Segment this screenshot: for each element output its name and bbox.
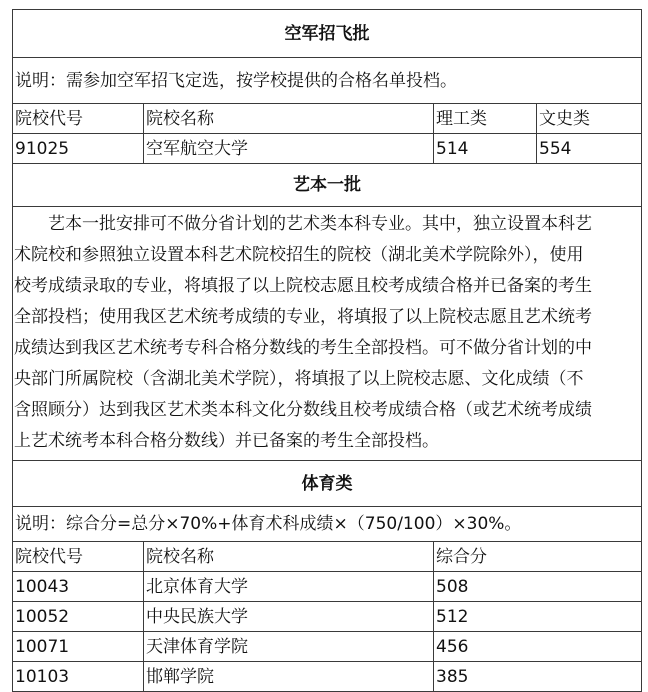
air-force-note: 说明：需参加空军招飞定选，按学校提供的合格名单投档。 — [13, 58, 642, 104]
art-paragraph-line: 成绩达到我区艺术统考专科合格分数线的考生全部投档。可不做分省计划的中 — [14, 338, 592, 358]
column-header-science: 理工类 — [434, 104, 537, 134]
art-paragraph-line: 校考成绩录取的专业，将填报了以上院校志愿且校考成绩合格并已备案的考生 — [14, 276, 592, 296]
art-paragraph-line: 含照顾分）达到我区艺术类本科文化分数线且校考成绩合格（或艺术统考成绩 — [14, 400, 592, 420]
section-header-row — [13, 461, 642, 507]
column-header-name: 院校名称 — [144, 542, 434, 572]
art-paragraph-line: 上艺术统考本科合格分数线）并已备案的考生全部投档。 — [14, 431, 439, 451]
section-title-sports: 体育类 — [13, 461, 642, 507]
table-row — [13, 602, 642, 632]
column-header-name: 院校名称 — [144, 104, 434, 134]
table-row — [13, 572, 642, 602]
table-row — [13, 662, 642, 692]
admission-table — [12, 9, 642, 692]
section-header-row — [13, 164, 642, 207]
table-row — [13, 632, 642, 662]
school-code: 10103 — [13, 662, 144, 692]
school-code: 10071 — [13, 632, 144, 662]
art-paragraph-line: 全部投档；使用我区艺术统考成绩的专业，将填报了以上院校志愿且艺术统考 — [14, 307, 592, 327]
paragraph-row — [13, 207, 642, 461]
section-header-row — [13, 10, 642, 58]
school-code: 10052 — [13, 602, 144, 632]
section-title-air-force: 空军招飞批 — [13, 10, 642, 58]
composite-score: 456 — [434, 632, 642, 662]
table-header-row — [13, 104, 642, 134]
column-header-code: 院校代号 — [13, 104, 144, 134]
table-row — [13, 134, 642, 164]
art-paragraph-line: 术院校和参照独立设置本科艺术院校招生的院校（湖北美术学院除外），使用 — [14, 245, 584, 265]
school-name: 中央民族大学 — [144, 602, 434, 632]
school-name: 北京体育大学 — [144, 572, 434, 602]
school-name: 邯郸学院 — [144, 662, 434, 692]
composite-score: 512 — [434, 602, 642, 632]
school-code: 91025 — [13, 134, 144, 164]
art-paragraph-line: 艺本一批安排可不做分省计划的艺术类本科专业。其中，独立设置本科艺 — [48, 214, 592, 234]
note-row — [13, 507, 642, 542]
table-header-row — [13, 542, 642, 572]
school-name: 空军航空大学 — [144, 134, 434, 164]
column-header-code: 院校代号 — [13, 542, 144, 572]
art-paragraph-line: 央部门所属院校（含湖北美术学院），将填报了以上院校志愿、文化成绩（不 — [14, 369, 584, 389]
column-header-composite: 综合分 — [434, 542, 642, 572]
arts-score: 554 — [537, 134, 642, 164]
section-title-art: 艺本一批 — [13, 164, 642, 207]
column-header-arts: 文史类 — [537, 104, 642, 134]
note-row — [13, 58, 642, 104]
school-name: 天津体育学院 — [144, 632, 434, 662]
composite-score: 385 — [434, 662, 642, 692]
sports-note: 说明：综合分=总分×70%+体育术科成绩×（750/100）×30%。 — [13, 507, 642, 542]
school-code: 10043 — [13, 572, 144, 602]
science-score: 514 — [434, 134, 537, 164]
art-description — [13, 207, 642, 461]
composite-score: 508 — [434, 572, 642, 602]
